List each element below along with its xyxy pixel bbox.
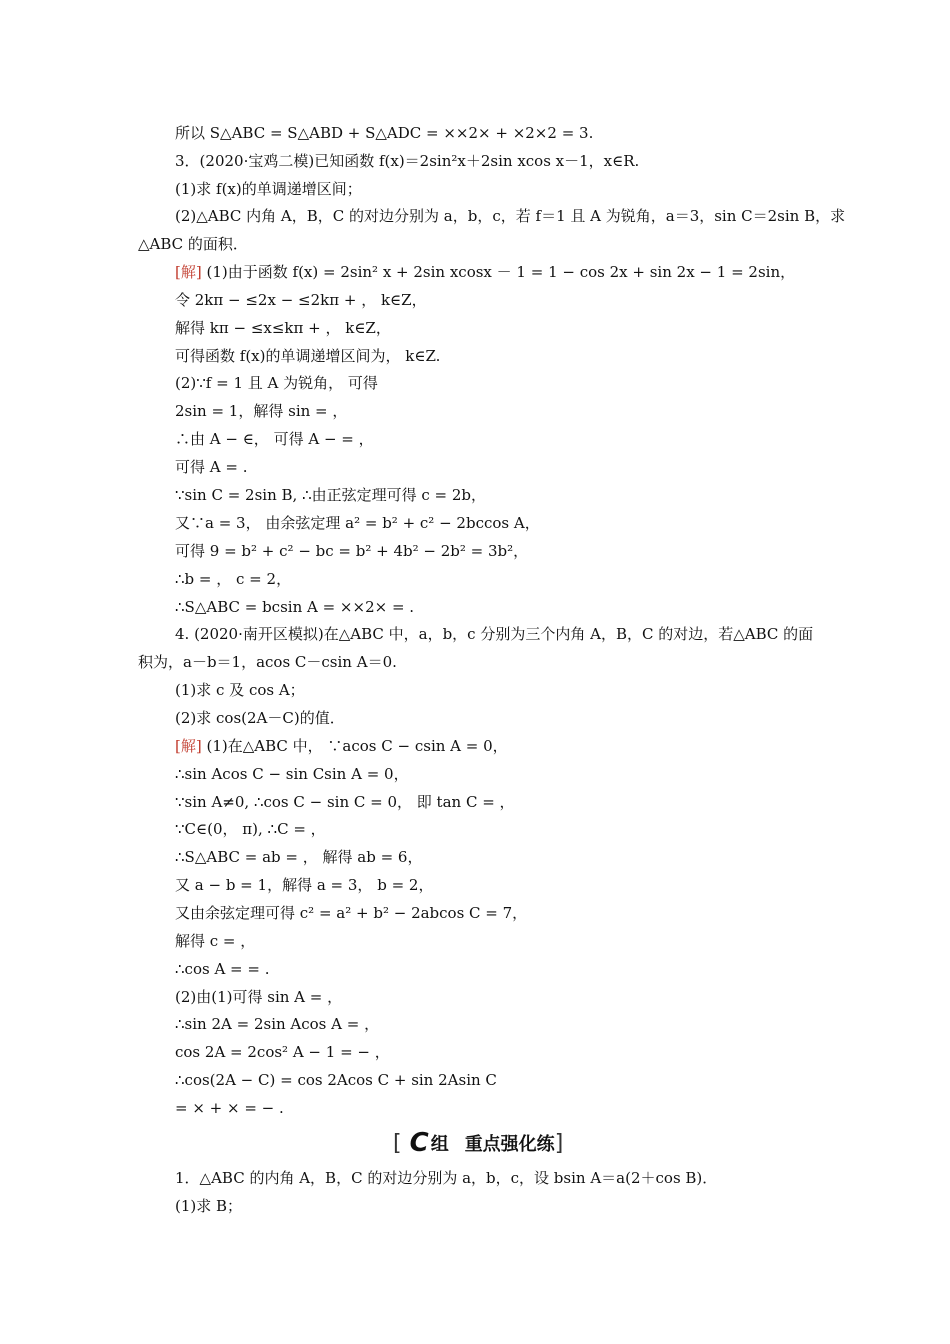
text-line: (2)△ABC 内角 A，B，C 的对边分别为 a，b，c，若 f＝1 且 A 为锐角，a＝3，sin C＝2sin B，求 [175, 207, 846, 225]
text-line: 又由余弦定理可得 c² = a² + b² − 2abcos C = 7， [175, 904, 528, 922]
text-line: (2)由(1)可得 sin A = ， [175, 988, 343, 1006]
text-line: (2)求 cos(2A－C)的值． [175, 709, 345, 727]
text-line: (1)求 f(x)的单调递增区间； [175, 180, 362, 198]
text-line: 积为，a－b＝1，acos C－csin A＝0. [138, 653, 397, 671]
section-group: 组 [430, 1134, 449, 1155]
solution-line [175, 262, 795, 282]
text-line: ∵C∈(0， π), ∴C = ， [175, 820, 326, 838]
text-line: 所以 S△ABC = S△ABD + S△ADC = ××2× + ×2×2 = 3. [175, 124, 594, 142]
text-line: 1．△ABC 的内角 A，B，C 的对边分别为 a，b，c，设 bsin A＝a(2＋cos B)． [175, 1169, 718, 1187]
text-line: ∴由 A − ∈， 可得 A − = ， [175, 430, 374, 448]
text-line: 令 2kπ − ≤2x − ≤2kπ + ， k∈Z， [175, 291, 427, 309]
text-line: (2)∵f = 1 且 A 为锐角， 可得 [175, 374, 378, 392]
text-line: 可得 A = . [175, 458, 248, 476]
text-line: (1)在△ABC 中， ∵acos C − csin A = 0， [206, 737, 508, 755]
text-line: 又∵a = 3， 由余弦定理 a² = b² + c² − 2bccos A， [175, 514, 540, 532]
text-line: 2sin = 1，解得 sin = ， [175, 402, 348, 420]
text-line: 可得 9 = b² + c² − bc = b² + 4b² − 2b² = 3b²， [175, 542, 529, 560]
solution-tag: [解] [175, 737, 202, 755]
text-line: 4. (2020·南开区模拟)在△ABC 中，a，b，c 分别为三个内角 A，B，C 的对边，若△ABC 的面 [175, 625, 814, 643]
section-bracket-open: [ [393, 1130, 402, 1156]
section-header [393, 1128, 563, 1158]
text-line: (1)求 B； [175, 1197, 243, 1215]
text-line: ∴S△ABC = bcsin A = ××2× = . [175, 598, 415, 616]
text-line: ∵sin C = 2sin B, ∴由正弦定理可得 c = 2b， [175, 486, 487, 504]
text-line: ∴S△ABC = ab = ， 解得 ab = 6， [175, 848, 423, 866]
text-line: △ABC 的面积． [138, 235, 248, 253]
text-line: ∴cos(2A − C) = cos 2Acos C + sin 2Asin C [175, 1071, 497, 1089]
text-line: (1)由于函数 f(x) = 2sin² x + 2sin xcosx － 1 = 1 − cos 2x + sin 2x − 1 = 2sin， [206, 263, 796, 281]
text-line: 可得函数 f(x)的单调递增区间为， k∈Z. [175, 347, 441, 365]
text-line: (1)求 c 及 cos A； [175, 681, 305, 699]
text-line: 解得 c = ， [175, 932, 256, 950]
solution-line [175, 736, 508, 756]
text-line: = × + × = − . [175, 1099, 284, 1117]
text-line: ∴b = ， c = 2， [175, 570, 292, 588]
text-line: 又 a − b = 1，解得 a = 3， b = 2， [175, 876, 434, 894]
section-title: 重点强化练 [464, 1134, 555, 1155]
text-line: ∴cos A = = . [175, 960, 270, 978]
text-line: ∴sin Acos C − sin Csin A = 0， [175, 765, 409, 783]
text-line: 解得 kπ − ≤x≤kπ + ， k∈Z， [175, 319, 391, 337]
section-letter: C [409, 1128, 429, 1158]
section-bracket-close: ] [554, 1130, 564, 1156]
text-line: cos 2A = 2cos² A − 1 = − ， [175, 1043, 390, 1061]
text-line: 3．(2020·宝鸡二模)已知函数 f(x)＝2sin²x＋2sin xcos x－1，x∈R. [175, 152, 640, 170]
solution-tag: [解] [175, 263, 202, 281]
text-line: ∴sin 2A = 2sin Acos A = ， [175, 1015, 380, 1033]
text-line: ∵sin A≠0, ∴cos C − sin C = 0， 即 tan C = ， [175, 793, 515, 811]
